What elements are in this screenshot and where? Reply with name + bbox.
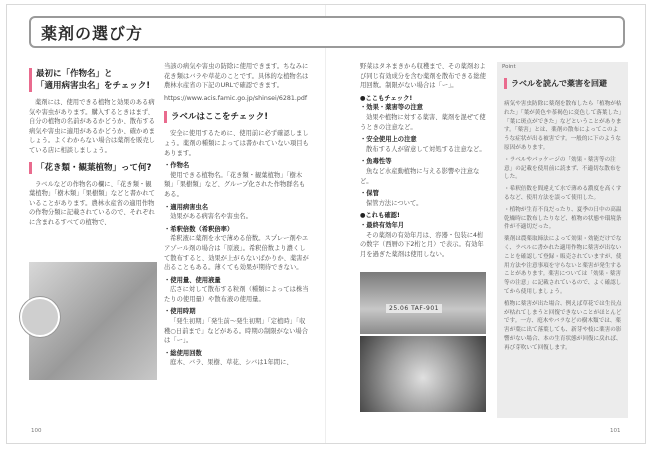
column-3 <box>360 62 488 262</box>
bottle-label-photo <box>360 272 486 334</box>
item-text: 効果がある病害名や害虫名。 <box>170 213 252 221</box>
expiry-code-label: 25.06 TAF-901 <box>386 304 442 313</box>
paragraph: 薬剤には、使用できる植物と効果のある病気や害虫があります。購入するときはまず、自分の植物の名前があるかどうか、散布する病気や害虫に適用があるかどうか、確かめましょう。よくわからない場合は薬剤を販売している店に相談しましょう。 <box>29 99 155 154</box>
item-text: 保管方法について。 <box>366 199 423 207</box>
heading-label-check: ラベルはここをチェック! <box>164 111 310 123</box>
paragraph: 当該の病気や害虫の防除に使用できます。ちなみに花き類はバラや草花のことです。具体的な植物名は農林水産省の下記のURLで確認できます。 <box>164 63 309 90</box>
item-heading: ・効果・薬害等の注意 <box>360 104 423 112</box>
paragraph: 植物に薬害が出た場合、例えば草花では生長点が枯れてしまうと回復できないことがほとんどです。一方、庭木やバラなどの樹木類では、薬害が葉に出て落葉しても、新芽や枝に薬害の影響がない場合、本の生育状態が回復に戻れば、再び芽吹いて回復します。 <box>504 300 622 351</box>
paragraph: 病気や害虫防除に薬剤を散布したら「植物が枯れた」「葉が黄色や茶褐色に変色して落葉した」「葉に斑点ができた」などということがあります。「薬害」とは、薬剤の散布によってこのような症状が出る被害です。一般的に下のような原因があります。 <box>504 101 622 151</box>
item-heading: ・魚毒性等 <box>360 158 392 166</box>
point-body <box>504 100 622 356</box>
item-text: 希釈液に薬剤を水で薄める倍数。スプレー剤やエアゾール剤の場合は「原液」。希釈倍数より濃くして散布すると、効果が上がらないばかりか、薬害が出ることもある。薄くても効果が期待できない。 <box>164 235 309 272</box>
point-title: ラベルを読んで薬害を回避 <box>504 78 607 89</box>
item-heading: ・使用量、使用液量 <box>164 276 221 284</box>
item-heading: ・作物名 <box>164 162 190 170</box>
title-banner <box>29 16 625 48</box>
item-heading: ・保管 <box>360 190 379 198</box>
paragraph: 野菜はタネまきから収穫まで、その薬剤および同じ有効成分を含む薬剤を散布できる総使用回数。制限がない場合は「ー」。 <box>360 63 486 90</box>
column-2 <box>164 62 310 371</box>
item-text: 庭木、バラ、果樹、草花、シバは1年間に、 <box>170 359 293 367</box>
item-text: 散布する人が留意して対処する注意など。 <box>366 145 486 153</box>
item-heading: ・希釈倍数（希釈倍率） <box>164 225 234 233</box>
page-number-right: 101 <box>610 428 621 434</box>
column-1 <box>29 68 157 231</box>
item-text: 広さに対して散布する粒剤（種類によっては株当たりの使用量）や散布液の使用量。 <box>164 286 309 303</box>
page-number-left: 100 <box>31 428 42 434</box>
bullet: ・希釈倍数を間違えて水で薄める濃度を高くするなど、使用方法を誤って使用した。 <box>504 186 622 201</box>
item-text: 「発生初期」「発生前〜発生初期」「定植時」「収穫○日前まで」などがある。時期の制限がない場合は「ー」。 <box>164 318 309 345</box>
item-heading: ・使用時期 <box>164 308 196 316</box>
item-heading: ・適用病害虫名 <box>164 203 209 211</box>
confirm-heading: ●これも確認! <box>360 212 400 220</box>
paragraph: 薬剤は農薬取締法によって効果・効能だけでなく、ラベルに書かれた適用作物に薬害が出ないことを確認して登録・販売されていますが、使用方法や注意事項を守らないと薬害が発生することがあります。薬害については「効果・薬害等の注意」に記載されているので、よく確認してから使用しましょう。 <box>504 236 622 295</box>
bullet: ・ラベルやパッケージの「効果・薬害等の注意」の記載を使用前に読まず、不適切な散布をした。 <box>504 156 622 181</box>
point-tag: Point <box>502 64 516 70</box>
bottle-cap-photo <box>360 336 486 412</box>
page-title: 薬剤の選び方 <box>41 24 144 43</box>
item-heading: ・総使用回数 <box>164 349 202 357</box>
item-heading: ・最終有効年月 <box>360 221 405 229</box>
page-gutter <box>325 5 326 443</box>
heading-flower-types: 「花き類・観葉植物」って何? <box>29 162 157 174</box>
item-text: 使用できる植物名。「花き類・観葉植物」「樹木類」「果樹類」など、グループ化された作物群名もある。 <box>164 171 306 198</box>
item-text: 魚など水産動植物に与える影響や注意など。 <box>360 167 480 185</box>
magnifier-circle <box>20 297 60 337</box>
bullet: ・植物が生育不良だったり、夏季の日中の高温乾燥時に散布したりなど、植物の状態や環境条件が不適切だった。 <box>504 206 622 231</box>
paragraph: 安全に使用するために、使用前に必ず確認しましょう。薬剤の種類によっては書かれていない項目もあります。 <box>164 130 309 157</box>
reference-url: https://www.acis.famic.go.jp/shinsei/6281.pdf <box>164 94 308 102</box>
item-text: その薬剤の有効年月は、容器・包装に4桁の数字（西暦の下2桁と月）で表示。有効年月を過ぎた薬剤は使用しない。 <box>360 231 484 258</box>
paragraph: ラベルなどの作物名の欄に、「花き類・観葉植物」「樹木類」「果樹類」などと書かれていることがあります。農林水産省の適用作物の作物分類に記載されているので、それぞれに含まれるすべての植物で、 <box>29 180 155 226</box>
item-text: 効果や植物に対する薬害、薬剤を混ぜて使うときの注意など。 <box>360 113 486 131</box>
heading-crop-name: 最初に「作物名」と 「適用病害虫名」をチェック! <box>29 68 157 92</box>
item-heading: ・安全使用上の注意 <box>360 136 417 144</box>
check-heading: ●ここもチェック! <box>360 94 413 102</box>
